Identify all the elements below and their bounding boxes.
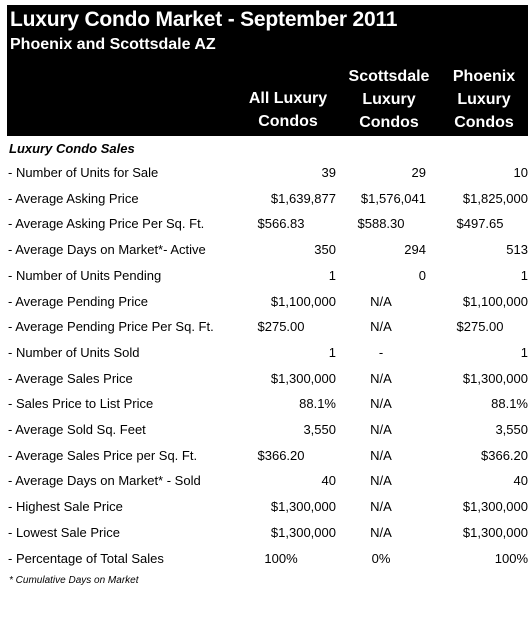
cell-scottsdale: 29 <box>411 165 426 180</box>
cell-phoenix: $1,300,000 <box>462 499 528 514</box>
row-label: - Average Sales Price per Sq. Ft. <box>8 448 198 463</box>
cell-scottsdale: - <box>378 345 384 360</box>
cell-all-luxury: 3,550 <box>303 422 336 437</box>
column-header-all-luxury <box>238 87 338 133</box>
cell-scottsdale: N/A <box>370 371 392 386</box>
table-row <box>0 551 532 571</box>
column-header-phoenix <box>442 65 526 134</box>
cell-phoenix: 1 <box>520 268 528 283</box>
cell-all-luxury: 1 <box>328 345 336 360</box>
row-label: - Average Pending Price <box>8 294 148 309</box>
cell-all-luxury: $1,300,000 <box>270 525 336 540</box>
cell-phoenix: $366.20 <box>481 448 528 463</box>
section-title: Luxury Condo Sales <box>9 141 135 156</box>
cell-phoenix: $1,300,000 <box>462 371 528 386</box>
table-row <box>0 216 532 236</box>
cell-phoenix: $1,300,000 <box>462 525 528 540</box>
cell-phoenix: 10 <box>513 165 528 180</box>
cell-all-luxury: $1,639,877 <box>270 191 336 206</box>
cell-all-luxury: $275.00 <box>257 319 305 334</box>
cell-all-luxury: $1,300,000 <box>270 499 336 514</box>
cell-scottsdale: N/A <box>370 294 392 309</box>
cell-all-luxury: $366.20 <box>257 448 305 463</box>
cell-scottsdale: N/A <box>370 448 392 463</box>
cell-all-luxury: $1,100,000 <box>270 294 336 309</box>
table-row <box>0 371 532 391</box>
cell-all-luxury: 350 <box>314 242 336 257</box>
cell-all-luxury: 40 <box>321 473 336 488</box>
cell-scottsdale: N/A <box>370 525 392 540</box>
table-row <box>0 448 532 468</box>
cell-scottsdale: N/A <box>370 473 392 488</box>
cell-all-luxury: 88.1% <box>299 396 336 411</box>
row-label: - Average Sales Price <box>8 371 133 386</box>
cell-phoenix: 1 <box>520 345 528 360</box>
cell-all-luxury: $566.83 <box>257 216 305 231</box>
cell-scottsdale: $588.30 <box>357 216 405 231</box>
cell-all-luxury: 39 <box>321 165 336 180</box>
row-label: - Average Days on Market* - Sold <box>8 473 201 488</box>
table-row <box>0 319 532 339</box>
table-row <box>0 191 532 211</box>
column-header-line: Condos <box>258 113 318 130</box>
column-header-line: All Luxury <box>248 90 328 107</box>
row-label: - Number of Units for Sale <box>8 165 159 180</box>
table-row <box>0 473 532 493</box>
table-row <box>0 345 532 365</box>
cell-all-luxury: 100% <box>264 551 298 566</box>
cell-scottsdale: N/A <box>370 319 392 334</box>
cell-phoenix: 3,550 <box>495 422 528 437</box>
row-label: - Average Asking Price <box>8 191 139 206</box>
row-label: - Average Asking Price Per Sq. Ft. <box>8 216 205 231</box>
cell-all-luxury: 1 <box>328 268 336 283</box>
table-row <box>0 165 532 185</box>
cell-phoenix: $1,100,000 <box>462 294 528 309</box>
table-row <box>0 294 532 314</box>
row-label: - Percentage of Total Sales <box>8 551 164 566</box>
page-subtitle: Phoenix and Scottsdale AZ <box>10 36 216 53</box>
column-header-line: Condos <box>359 114 419 131</box>
cell-scottsdale: N/A <box>370 422 392 437</box>
table-row <box>0 396 532 416</box>
column-header-line: Scottsdale <box>348 68 430 85</box>
table-row <box>0 242 532 262</box>
table-row <box>0 525 532 545</box>
column-header-line: Condos <box>454 114 514 131</box>
row-label: - Average Pending Price Per Sq. Ft. <box>8 319 214 334</box>
cell-scottsdale: $1,576,041 <box>360 191 426 206</box>
table-row <box>0 499 532 519</box>
row-label: - Highest Sale Price <box>8 499 123 514</box>
cell-scottsdale: 294 <box>404 242 426 257</box>
cell-phoenix: $275.00 <box>456 319 504 334</box>
cell-all-luxury: $1,300,000 <box>270 371 336 386</box>
table-row <box>0 268 532 288</box>
column-header-line: Luxury <box>362 91 416 108</box>
table-header <box>7 5 528 136</box>
cell-scottsdale: 0% <box>371 551 391 566</box>
row-label: - Average Sold Sq. Feet <box>8 422 146 437</box>
cell-phoenix: 88.1% <box>491 396 528 411</box>
column-header-line: Luxury <box>457 91 511 108</box>
row-label: - Sales Price to List Price <box>8 396 154 411</box>
cell-phoenix: $1,825,000 <box>462 191 528 206</box>
cell-phoenix: $497.65 <box>456 216 504 231</box>
cell-phoenix: 100% <box>494 551 528 566</box>
cell-scottsdale: 0 <box>418 268 426 283</box>
cell-phoenix: 513 <box>506 242 528 257</box>
cell-scottsdale: N/A <box>370 396 392 411</box>
row-label: - Lowest Sale Price <box>8 525 120 540</box>
row-label: - Number of Units Sold <box>8 345 140 360</box>
column-header-scottsdale <box>338 65 440 134</box>
table-row <box>0 422 532 442</box>
row-label: - Average Days on Market*- Active <box>8 242 206 257</box>
page-title: Luxury Condo Market - September 2011 <box>10 8 398 31</box>
row-label: - Number of Units Pending <box>8 268 162 283</box>
column-header-line: Phoenix <box>452 68 516 85</box>
cell-phoenix: 40 <box>513 473 528 488</box>
footnote: * Cumulative Days on Market <box>9 575 139 586</box>
cell-scottsdale: N/A <box>370 499 392 514</box>
